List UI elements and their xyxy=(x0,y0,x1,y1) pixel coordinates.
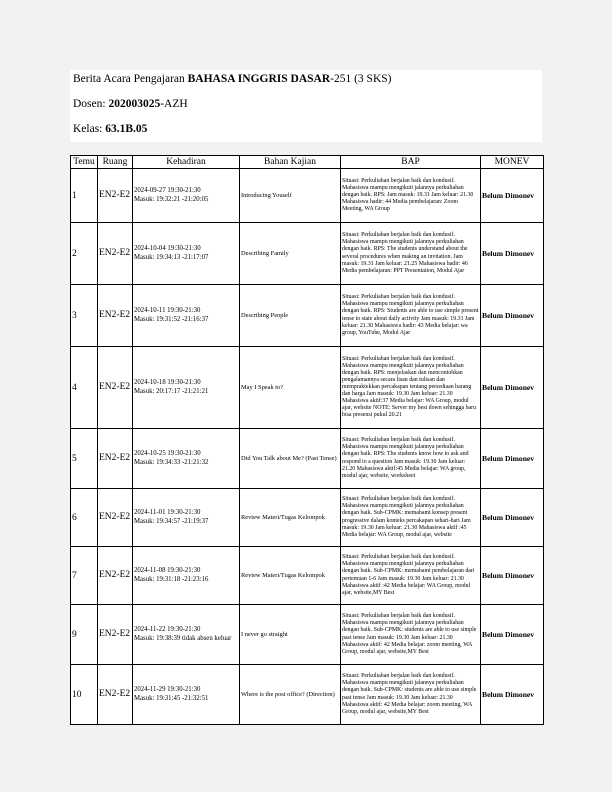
cell-monev: Belum Dimonev xyxy=(481,489,544,547)
bap-table xyxy=(70,155,544,725)
table-header-row xyxy=(71,156,544,169)
kehadiran-masuk: Masuk: 20:17:17 -21:21:21 xyxy=(134,387,209,395)
header-monev: MONEV xyxy=(481,156,544,169)
course-name: BAHASA INGGRIS DASAR xyxy=(187,73,331,85)
cell-temu: 3 xyxy=(71,285,98,347)
cell-temu: 6 xyxy=(71,489,98,547)
cell-ruang: EN2-E2 xyxy=(98,547,133,605)
kehadiran-jadwal: 2024-11-01 19:30-21:30 xyxy=(134,508,201,516)
cell-kehadiran xyxy=(133,169,240,223)
title-prefix: Berita Acara Pengajaran xyxy=(73,73,188,85)
cell-kehadiran xyxy=(133,347,240,429)
table-row xyxy=(71,169,544,223)
document-header xyxy=(70,70,542,142)
cell-temu: 5 xyxy=(71,429,98,489)
title-line xyxy=(73,73,391,85)
cell-bahan-kajian: Review Materi/Tugas Kelompok xyxy=(240,547,341,605)
kelas-value: 63.1B.05 xyxy=(105,123,148,135)
cell-ruang: EN2-E2 xyxy=(98,429,133,489)
kehadiran-jadwal: 2024-11-22 19:30-21:30 xyxy=(134,625,201,633)
cell-temu: 4 xyxy=(71,347,98,429)
dosen-line xyxy=(73,98,188,110)
cell-bahan-kajian: Did You Talk about Me? (Past Tense) xyxy=(240,429,341,489)
cell-bahan-kajian: Review Materi/Tugas Kelompok xyxy=(240,489,341,547)
cell-ruang: EN2-E2 xyxy=(98,223,133,285)
cell-monev: Belum Dimonev xyxy=(481,169,544,223)
table-row xyxy=(71,665,544,725)
cell-monev: Belum Dimonev xyxy=(481,285,544,347)
cell-bahan-kajian: Describing Family xyxy=(240,223,341,285)
cell-bap: Situasi: Perkuliahan berjalan baik dan kondusif. Mahasiswa mampu mengikuti jalannya perkuliahan dengan baik. RPS: The students understand about the several procedures when making an invitation. Jam masuk: 19.31 Jam keluar: 21.25 Mahasiswa hadir: 46 Media pembelajaran: PPT Presentation, Modul Ajar xyxy=(341,223,481,285)
cell-kehadiran xyxy=(133,547,240,605)
cell-temu: 9 xyxy=(71,605,98,665)
cell-temu: 10 xyxy=(71,665,98,725)
bap-table-wrapper xyxy=(70,155,543,725)
kehadiran-jadwal: 2024-11-29 19:30-21:30 xyxy=(134,685,201,693)
header-temu: Temu xyxy=(71,156,98,169)
header-bahan-kajian: Bahan Kajian xyxy=(240,156,341,169)
kehadiran-masuk: Masuk: 19:31:18 -21:23:16 xyxy=(134,575,209,583)
cell-bap: Situasi: Perkuliahan berjalan baik dan kondusif. Mahasiswa mampu mengikuti jalannya perkuliahan dengan baik. RPS: menjelaskan dan mencontohkan pengalamannya secara lisan dan tulisan dan mempraktekkan percakapan tentang persediaan barang dan harga Jam masuk: 19.30 Jam keluar: 21.30 Mahasiswa aktif:37 Media belajar: WA Group, modul ajar, website NOTE: Server my best down sehingga baru bisa presensi pukul 20.21 xyxy=(341,347,481,429)
cell-temu: 1 xyxy=(71,169,98,223)
header-ruang: Ruang xyxy=(98,156,133,169)
table-row xyxy=(71,285,544,347)
cell-ruang: EN2-E2 xyxy=(98,347,133,429)
dosen-suffix: -AZH xyxy=(160,98,188,110)
kehadiran-masuk: Masuk: 19:31:45 -21:32:51 xyxy=(134,694,209,702)
kehadiran-masuk: Masuk: 19:34:13 -21:17:07 xyxy=(134,253,209,261)
cell-temu: 7 xyxy=(71,547,98,605)
table-row xyxy=(71,547,544,605)
cell-bap: Situasi: Perkuliahan berjalan baik dan kondusif. Mahasiswa mampu mengikuti jalannya perkuliahan dengan baik. Sub-CPMK: students are able to use simple past tense Jam masuk: 19.30 Jam keluar: 21.30 Mahasiswa aktif: 42 Media belajar: zoom meeting, WA Group, modul ajar, website,MY Best xyxy=(341,605,481,665)
cell-bahan-kajian: Describing People xyxy=(240,285,341,347)
cell-monev: Belum Dimonev xyxy=(481,223,544,285)
cell-monev: Belum Dimonev xyxy=(481,429,544,489)
kehadiran-masuk: Masuk: 19:34:33 -21:21:32 xyxy=(134,458,209,466)
cell-bap: Situasi: Perkuliahan berjalan baik dan kondusif. Mahasiswa mampu mengikuti jalannya perkuliahan dengan baik. RPS: Jam masuk: 19.31 Jam keluar: 21.30 Mahasiswa hadir: 44 Media pembelajaran: Zoom Meeting, WA Group xyxy=(341,169,481,223)
cell-ruang: EN2-E2 xyxy=(98,489,133,547)
table-row xyxy=(71,223,544,285)
cell-bap: Situasi: Perkuliahan berjalan baik dan kondusif. Mahasiswa mampu mengikuti jalannya perkuliahan dengan baik. Sub-CPMK: memahami konsep present progressive dalam konteks percakapan sehari-hari Jam masuk: 19.30 Jam keluar: 21.30 Mahasiswa aktif :45 Media belajar: WA Group, modul ajar, website xyxy=(341,489,481,547)
kehadiran-jadwal: 2024-10-18 19:30-21:30 xyxy=(134,378,201,386)
kehadiran-jadwal: 2024-11-08 19:30-21:30 xyxy=(134,566,201,574)
header-bap: BAP xyxy=(341,156,481,169)
table-row xyxy=(71,347,544,429)
cell-ruang: EN2-E2 xyxy=(98,605,133,665)
cell-kehadiran xyxy=(133,223,240,285)
cell-monev: Belum Dimonev xyxy=(481,665,544,725)
cell-bahan-kajian: Where is the post office? (Direction) xyxy=(240,665,341,725)
cell-monev: Belum Dimonev xyxy=(481,605,544,665)
cell-kehadiran xyxy=(133,665,240,725)
cell-bap: Situasi: Perkuliahan berjalan baik dan kondusif. Mahasiswa mampu mengikuti jalannya perkuliahan dengan baik. Sub-CPMK: students are able to use simple past tense Jam masuk: 19.30 Jam keluar: 21.30 Mahasiswa aktif: 42 Media belajar: zoom meeting, WA Group, modul ajar, website,MY Best xyxy=(341,665,481,725)
kehadiran-masuk: Masuk: 19:32:21 -21:20:05 xyxy=(134,195,209,203)
cell-monev: Belum Dimonev xyxy=(481,547,544,605)
cell-kehadiran xyxy=(133,285,240,347)
table-row xyxy=(71,489,544,547)
cell-kehadiran xyxy=(133,489,240,547)
kehadiran-masuk: Masuk: 19:34:57 -21:19:37 xyxy=(134,517,209,525)
cell-ruang: EN2-E2 xyxy=(98,169,133,223)
cell-monev: Belum Dimonev xyxy=(481,347,544,429)
table-row xyxy=(71,429,544,489)
table-row xyxy=(71,605,544,665)
kehadiran-jadwal: 2024-10-25 19:30-21:30 xyxy=(134,449,201,457)
course-code: -251 (3 SKS) xyxy=(330,73,392,85)
cell-bap: Situasi: Perkuliahan berjalan baik dan kondusif. Mahasiswa mampu mengikuti jalannya perkuliahan dengan baik. Sub-CPMK: memahami pembelajaran dari pertemuan 1-6 Jam masuk: 19.30 Jam keluar: 21.30 Mahasiswa aktif :42 Media belajar: WA Group, modul ajar, website,MY Best xyxy=(341,547,481,605)
kehadiran-jadwal: 2024-10-04 19:30-21:30 xyxy=(134,244,201,252)
dosen-id: 202003025 xyxy=(108,98,161,110)
cell-bahan-kajian: May I Speak to? xyxy=(240,347,341,429)
cell-bap: Situasi: Perkuliahan berjalan baik dan kondusif. Mahasiswa mampu mengikuti jalannya perkuliahan dengan baik. RPS: Students are able to use simple present tense to state about daily activity Jam masuk: 19.31 Jam keluar: 21.30 Mahasiswa hadir: 43 Media belajar: wa group, YouTube, Modul Ajar xyxy=(341,285,481,347)
dosen-label: Dosen: xyxy=(73,98,109,110)
kehadiran-jadwal: 2024-10-11 19:30-21:30 xyxy=(134,306,201,314)
kehadiran-masuk: Masuk: 19:38:39 tidak absen keluar xyxy=(134,634,232,642)
kelas-line xyxy=(73,123,147,135)
kelas-label: Kelas: xyxy=(73,123,106,135)
header-kehadiran: Kehadiran xyxy=(133,156,240,169)
cell-bap: Situasi: Perkuliahan berjalan baik dan kondusif. Mahasiswa mampu mengikuti jalannya perkuliahan dengan baik. RPS: The students know how to ask and respond to a question Jam masuk: 19.30 Jam keluar: 21.20 Mahasiswa aktif:45 Media belajar: WA group, modul ajar, website, worksheet xyxy=(341,429,481,489)
kehadiran-masuk: Masuk: 19:31:52 -21:16:37 xyxy=(134,315,209,323)
cell-bahan-kajian: I never go straight xyxy=(240,605,341,665)
cell-kehadiran xyxy=(133,605,240,665)
cell-temu: 2 xyxy=(71,223,98,285)
kehadiran-jadwal: 2024-09-27 19:30-21:30 xyxy=(134,186,201,194)
cell-ruang: EN2-E2 xyxy=(98,665,133,725)
cell-bahan-kajian: Introducing Youself xyxy=(240,169,341,223)
cell-ruang: EN2-E2 xyxy=(98,285,133,347)
cell-kehadiran xyxy=(133,429,240,489)
